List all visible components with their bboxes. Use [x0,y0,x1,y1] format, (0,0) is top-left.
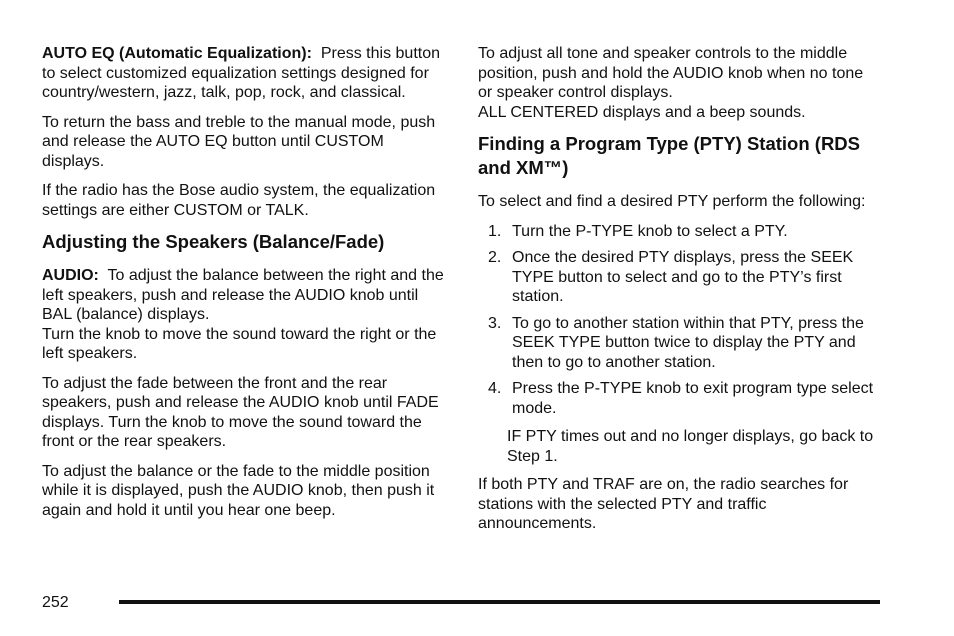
page-number: 252 [42,594,69,611]
pty-heading: Finding a Program Type (PTY) Station (RDS and XM™) [478,133,861,178]
list-item [478,379,880,418]
step-text: To go to another station within that PTY, press the SEEK TYPE button twice to display the PTY and then to go to another station. [512,314,864,371]
pty-intro-paragraph: To select and find a desired PTY perform the following: [478,193,866,210]
all-centered-paragraph: ALL CENTERED displays and a beep sounds. [478,103,806,121]
footer-rule [119,600,880,604]
auto-eq-term: AUTO EQ (Automatic Equalization): [42,45,312,62]
traf-paragraph: If both PTY and TRAF are on, the radio searches for stations with the selected PTY and traffic announcements. [478,476,849,532]
speakers-heading: Adjusting the Speakers (Balance/Fade) [42,231,385,252]
step-text: Press the P-TYPE knob to exit program type select mode. [512,380,874,417]
right-column [478,44,880,544]
auto-eq-paragraph [42,44,447,103]
fade-paragraph: To adjust the fade between the front and the rear speakers, push and release the AUDIO knob until FADE displays. Turn the knob to move the sound toward the front or the rear speakers. [42,374,439,450]
timeout-note: IF PTY times out and no longer displays, go back to Step 1. [507,428,874,465]
step-number: 4. [488,380,502,397]
step-text: Turn the P-TYPE knob to select a PTY. [512,222,788,240]
audio-paragraph [42,266,447,325]
list-item [478,222,880,242]
tone-paragraph: To adjust all tone and speaker controls to the middle position, push and hold the AUDIO knob when no tone or speaker control displays. [478,45,864,101]
return-manual-paragraph: To return the bass and treble to the manual mode, push and release the AUTO EQ button until CUSTOM displays. [42,113,436,170]
list-item [478,248,880,307]
middle-position-paragraph: To adjust the balance or the fade to the middle position while it is displayed, push the AUDIO knob, then push it again and hold it until you hear one beep. [42,462,435,519]
audio-turn-paragraph: Turn the knob to move the sound toward the right or the left speakers. [42,325,437,362]
step-text: Once the desired PTY displays, press the SEEK TYPE button to select and go to the PTY’s first station. [512,249,854,305]
step-number: 1. [488,222,502,240]
left-column [42,44,447,530]
audio-text: To adjust the balance between the right and the left speakers, push and release the AUDIO knob until BAL (balance) displays. [42,267,444,323]
bose-paragraph: If the radio has the Bose audio system, the equalization settings are either CUSTOM or TALK. [42,182,436,219]
auto-eq-text: Press this button to select customized equalization settings designed for country/western, jazz, talk, pop, rock, and classical. [42,45,440,101]
pty-steps-list [478,222,880,419]
step-number: 2. [488,249,502,266]
step-number: 3. [488,314,502,332]
audio-term: AUDIO: [42,267,99,284]
list-item [478,314,880,373]
